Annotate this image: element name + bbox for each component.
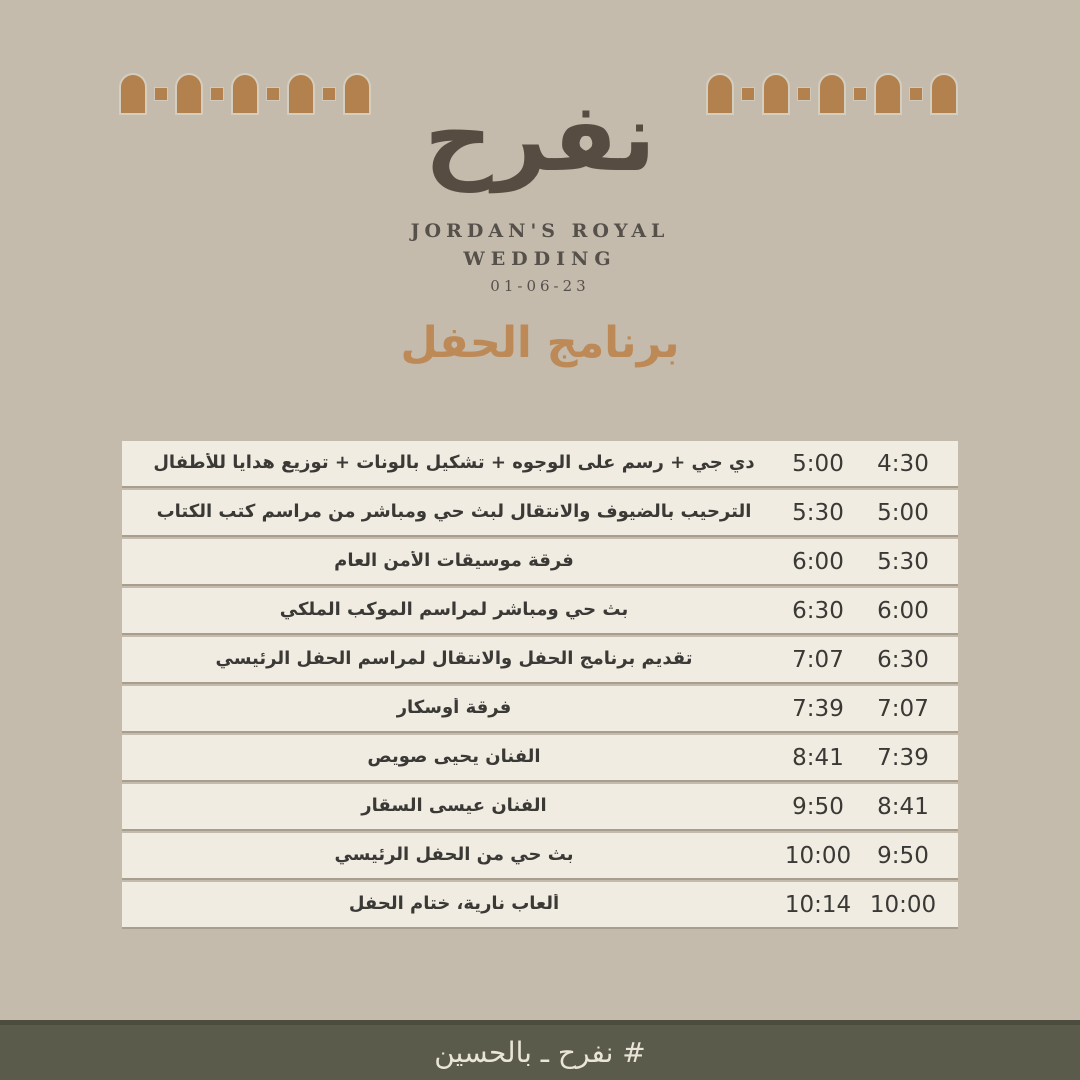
end-time: 5:30 (792, 499, 844, 526)
end-time: 7:07 (792, 646, 844, 673)
end-time: 9:50 (792, 793, 844, 820)
start-time: 6:00 (877, 597, 929, 624)
brand-name-line1: JORDAN'S ROYAL (410, 219, 670, 242)
activity-label: فرقة أوسكار (396, 698, 512, 719)
logo-block (0, 70, 1080, 295)
wedding-date: 01-06-23 (490, 276, 590, 295)
schedule-row (122, 441, 958, 486)
page-title: برنامج الحفل (400, 318, 680, 368)
logo-calligraphy: نفرح (424, 83, 656, 193)
activity-label: ألعاب نارية، ختام الحفل (348, 894, 560, 915)
schedule-row (122, 784, 958, 829)
schedule-table (122, 441, 958, 931)
start-time: 10:00 (869, 891, 937, 918)
schedule-row (122, 637, 958, 682)
start-time: 7:07 (877, 695, 929, 722)
activity-label: الفنان يحيى صويص (367, 747, 541, 768)
schedule-row (122, 490, 958, 535)
schedule-row (122, 588, 958, 633)
start-time: 4:30 (877, 450, 929, 477)
start-time: 8:41 (877, 793, 929, 820)
activity-label: بث حي ومباشر لمراسم الموكب الملكي (279, 600, 629, 621)
schedule-row (122, 882, 958, 927)
footer-bar (0, 1020, 1080, 1080)
activity-label: الفنان عيسى السقار (361, 796, 547, 817)
activity-label: فرقة موسيقات الأمن العام (334, 551, 574, 572)
end-time: 6:00 (792, 548, 844, 575)
end-time: 10:14 (784, 891, 852, 918)
hashtag-label: # نفرح ـ بالحسين (434, 1036, 646, 1069)
activity-label: تقديم برنامج الحفل والانتقال لمراسم الحفل الرئيسي (215, 649, 693, 670)
start-time: 5:30 (877, 548, 929, 575)
start-time: 5:00 (877, 499, 929, 526)
end-time: 7:39 (792, 695, 844, 722)
end-time: 8:41 (792, 744, 844, 771)
start-time: 9:50 (877, 842, 929, 869)
schedule-row (122, 686, 958, 731)
start-time: 6:30 (877, 646, 929, 673)
end-time: 10:00 (784, 842, 852, 869)
end-time: 5:00 (792, 450, 844, 477)
end-time: 6:30 (792, 597, 844, 624)
activity-label: دي جي + رسم على الوجوه + تشكيل بالونات + توزيع هدايا للأطفال (153, 453, 755, 474)
activity-label: بث حي من الحفل الرئيسي (334, 845, 574, 866)
schedule-row (122, 539, 958, 584)
activity-label: الترحيب بالضيوف والانتقال لبث حي ومباشر من مراسم كتب الكتاب (156, 502, 752, 523)
schedule-row (122, 833, 958, 878)
schedule-row (122, 735, 958, 780)
start-time: 7:39 (877, 744, 929, 771)
brand-name-line2: WEDDING (463, 247, 617, 270)
